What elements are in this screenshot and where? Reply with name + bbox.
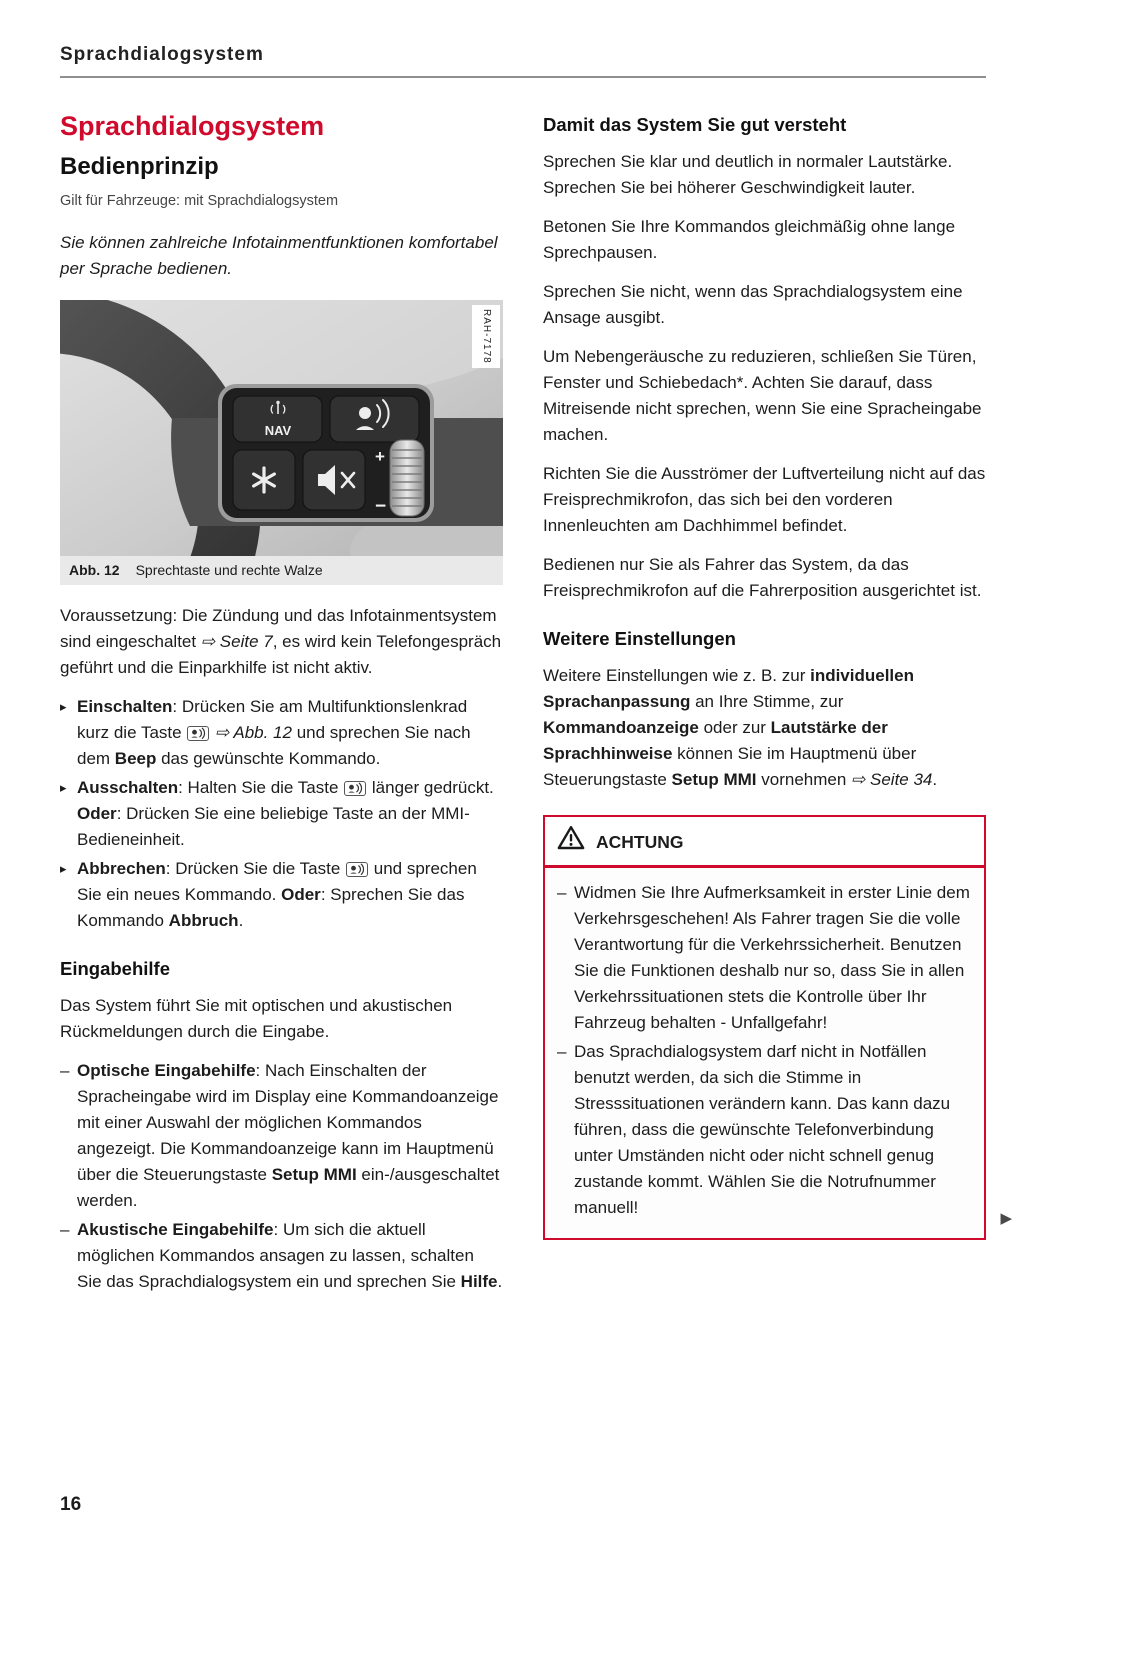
figure-steering-wheel bbox=[60, 300, 503, 585]
running-header-title: Sprachdialogsystem bbox=[60, 44, 264, 65]
warning-title: ACHTUNG bbox=[596, 831, 684, 852]
intro-paragraph: Sie können zahlreiche Infotainmentfunktionen komfortabel per Sprache bedienen. bbox=[60, 233, 498, 278]
validity-note: Gilt für Fahrzeuge: mit Sprachdialogsystem bbox=[60, 193, 339, 209]
plus-label: + bbox=[375, 447, 385, 466]
dash-bullet: – bbox=[60, 1061, 70, 1080]
triangle-bullet: ▸ bbox=[60, 699, 67, 714]
warning-header bbox=[545, 817, 984, 868]
section-title: Bedienprinzip bbox=[60, 153, 219, 180]
prerequisite-paragraph: Voraussetzung: Die Zündung und das Infotainmentsystem sind eingeschaltet ⇨ Seite 7, es wird kein Telefongespräch geführt und die Einparkhilfe ist nicht aktiv. bbox=[60, 606, 502, 677]
figure-caption bbox=[60, 556, 503, 585]
star-button bbox=[233, 450, 295, 510]
nav-label: NAV bbox=[264, 423, 292, 438]
voice-key-button bbox=[330, 396, 419, 442]
steering-wheel-illustration bbox=[60, 300, 503, 556]
input-help-list bbox=[60, 1058, 503, 1295]
list-item-text: Ausschalten: Halten Sie die Taste länger gedrückt. Oder: Drücken Sie eine beliebige Taste an der MMI-Bedieneinheit. bbox=[77, 778, 494, 849]
list-item-text: Optische Eingabehilfe: Nach Einschalten der Spracheingabe wird im Display eine Kommandoanzeige mit einer Auswahl der möglichen Kommandos angezeigt. Die Kommandoanzeige kann im Hauptmenü über die Steuerungstaste Setup MMI ein-/ausgeschaltet werden. bbox=[77, 1061, 500, 1210]
left-column bbox=[60, 102, 503, 1308]
dash-bullet: – bbox=[60, 1220, 70, 1239]
minus-label: − bbox=[375, 496, 387, 517]
list-item-text: Akustische Eingabehilfe: Um sich die aktuell möglichen Kommandos ansagen zu lassen, schalten Sie das Sprachdialogsystem ein und sprechen Sie Hilfe. bbox=[77, 1220, 503, 1291]
understanding-heading: Damit das System Sie gut versteht bbox=[543, 114, 847, 135]
warning-triangle-icon bbox=[557, 825, 585, 858]
list-item bbox=[60, 1217, 503, 1295]
voice-key-icon bbox=[344, 781, 366, 796]
warning-item bbox=[557, 880, 972, 1036]
dash-bullet: – bbox=[557, 1042, 567, 1061]
action-list bbox=[60, 694, 503, 934]
mute-button bbox=[303, 450, 365, 510]
list-item-text: Abbrechen: Drücken Sie die Taste und sprechen Sie ein neues Kommando. Oder: Sprechen Sie das Kommando Abbruch. bbox=[77, 859, 477, 930]
running-header bbox=[60, 0, 986, 78]
page-number: 16 bbox=[60, 1494, 82, 1515]
paragraph: Sprechen Sie klar und deutlich in normaler Lautstärke. Sprechen Sie bei höherer Geschwindigkeit lauter. bbox=[543, 152, 953, 197]
chapter-title: Sprachdialogsystem bbox=[60, 111, 325, 141]
settings-heading: Weitere Einstellungen bbox=[543, 628, 736, 649]
right-column bbox=[543, 102, 1012, 1308]
paragraph: Betonen Sie Ihre Kommandos gleichmäßig ohne lange Sprechpausen. bbox=[543, 217, 956, 262]
figure-caption-label: Abb. 12 bbox=[69, 562, 120, 578]
figure-ref-code: RAH-7178 bbox=[472, 305, 500, 368]
list-item-text: Einschalten: Drücken Sie am Multifunktionslenkrad kurz die Taste ⇨ Abb. 12 und sprechen Sie nach dem Beep das gewünschte Kommando. bbox=[77, 697, 471, 768]
paragraph: Sprechen Sie nicht, wenn das Sprachdialogsystem eine Ansage ausgibt. bbox=[543, 282, 963, 327]
list-item bbox=[60, 775, 503, 853]
input-help-heading: Eingabehilfe bbox=[60, 958, 170, 979]
paragraph: Um Nebengeräusche zu reduzieren, schließen Sie Türen, Fenster und Schiebedach*. Achten Sie darauf, dass Mitreisende nicht sprechen, wenn Sie eine Spracheingabe machen. bbox=[543, 347, 982, 444]
continuation-arrow-icon: ▶ bbox=[1000, 1210, 1012, 1227]
two-column-layout bbox=[60, 102, 1012, 1308]
warning-item bbox=[557, 1039, 972, 1221]
list-item bbox=[60, 694, 503, 772]
nav-mic-button bbox=[233, 396, 322, 442]
paragraph: Richten Sie die Ausströmer der Luftverteilung nicht auf das Freisprechmikrofon, das sich bei den vorderen Innenleuchten am Dachhimmel befindet. bbox=[543, 464, 986, 535]
warning-box bbox=[543, 815, 1012, 1240]
warning-body bbox=[545, 868, 984, 1238]
warning-item-text: Das Sprachdialogsystem darf nicht in Notfällen benutzt werden, da sich die Stimme in Stresssituationen verändern kann. Das kann dazu führen, dass die gewünschte Telefonverbindung unter Umständen nicht oder nicht schnell genug zustande kommt. Wählen Sie die Notrufnummer manuell! bbox=[574, 1042, 951, 1217]
warning-list bbox=[557, 880, 972, 1221]
dash-bullet: – bbox=[557, 883, 567, 902]
steering-wheel-photo bbox=[60, 300, 503, 556]
voice-key-icon bbox=[187, 726, 209, 741]
input-help-intro: Das System führt Sie mit optischen und akustischen Rückmeldungen durch die Eingabe. bbox=[60, 996, 453, 1041]
warning-item-text: Widmen Sie Ihre Aufmerksamkeit in erster Linie dem Verkehrsgeschehen! Als Fahrer tragen Sie die volle Verantwortung für die Verkehrssicherheit. Benutzen Sie die Funktionen deshalb nur so, dass Sie in allen Verkehrssituationen stets die Kontrolle über Ihr Fahrzeug behalten - Unfallgefahr! bbox=[574, 883, 970, 1032]
settings-paragraph: Weitere Einstellungen wie z. B. zur individuellen Sprachanpassung an Ihre Stimme, zur Kommandoanzeige oder zur Lautstärke der Sprachhinweise können Sie im Hauptmenü über Steuerungstaste Setup MMI vornehmen ⇨ Seite 34. bbox=[543, 666, 938, 789]
list-item bbox=[60, 856, 503, 934]
paragraph: Bedienen nur Sie als Fahrer das System, da das Freisprechmikrofon auf die Fahrerposition ausgerichtet ist. bbox=[543, 555, 982, 600]
triangle-bullet: ▸ bbox=[60, 780, 67, 795]
figure-caption-text: Sprechtaste und rechte Walze bbox=[135, 562, 323, 578]
voice-key-icon bbox=[346, 862, 368, 877]
list-item bbox=[60, 1058, 503, 1214]
triangle-bullet: ▸ bbox=[60, 861, 67, 876]
